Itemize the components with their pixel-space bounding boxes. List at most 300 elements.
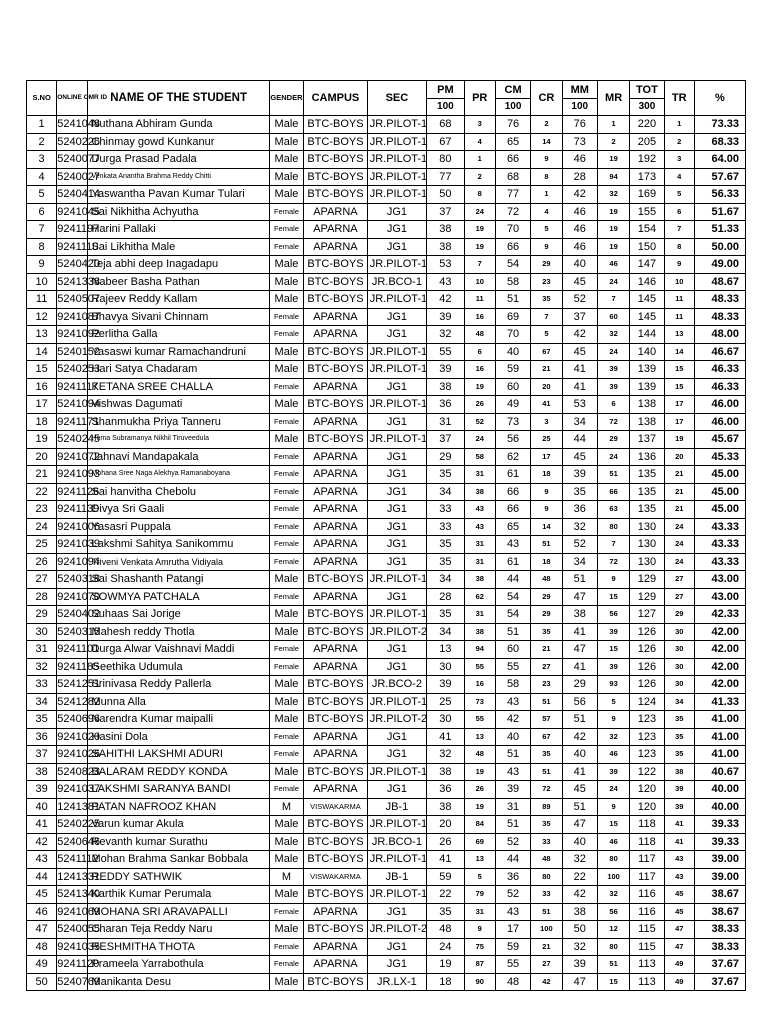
cell-pr: 1 — [464, 151, 495, 169]
header-mr: MR — [597, 81, 629, 116]
cell-percent: 46.00 — [694, 396, 745, 414]
cell-campus: APARNA — [304, 588, 368, 606]
cell-pm: 35 — [427, 606, 465, 624]
cell-tot: 126 — [630, 641, 664, 659]
cell-mr: 72 — [597, 553, 629, 571]
cell-cm: 31 — [495, 798, 530, 816]
cell-campus: APARNA — [304, 378, 368, 396]
cell-section: JG1 — [367, 903, 426, 921]
table-row — [27, 676, 746, 694]
cell-cm: 58 — [495, 273, 530, 291]
cell-pr: 87 — [464, 956, 495, 974]
cell-campus: APARNA — [304, 553, 368, 571]
cell-mr: 39 — [597, 658, 629, 676]
cell-student-name: Sai Nikhitha Achyutha — [88, 203, 269, 221]
cell-campus: APARNA — [304, 203, 368, 221]
cell-mr: 15 — [597, 641, 629, 659]
marks-table — [26, 80, 746, 991]
cell-student-name: MOHANA SRI ARAVAPALLI — [88, 903, 269, 921]
cell-section: JG1 — [367, 536, 426, 554]
cell-student-name: Lakshmi Sahitya Sanikommu — [88, 536, 269, 554]
cell-mr: 51 — [597, 956, 629, 974]
cell-pm: 26 — [427, 833, 465, 851]
cell-mr: 46 — [597, 256, 629, 274]
cell-mr: 32 — [597, 326, 629, 344]
cell-pr: 58 — [464, 448, 495, 466]
cell-section: JR.PILOT-1 — [367, 816, 426, 834]
cell-tot: 139 — [630, 378, 664, 396]
cell-cm: 54 — [495, 256, 530, 274]
cell-student-name: Jahnavi Mandapakala — [88, 448, 269, 466]
header-cm-max: 100 — [495, 99, 530, 116]
cell-omr-id: 9241087 — [57, 308, 88, 326]
cell-percent: 38.67 — [694, 903, 745, 921]
cell-student-name: Bhavya Sivani Chinnam — [88, 308, 269, 326]
cell-tot: 117 — [630, 851, 664, 869]
cell-percent: 42.00 — [694, 658, 745, 676]
cell-student-name: SOWMYA PATCHALA — [88, 588, 269, 606]
cell-sno: 23 — [27, 501, 57, 519]
cell-tr: 49 — [664, 956, 694, 974]
cell-student-name: Sai Shashanth Patangi — [88, 571, 269, 589]
cell-gender: Female — [269, 553, 303, 571]
cell-pm: 33 — [427, 501, 465, 519]
cell-campus: APARNA — [304, 501, 368, 519]
header-tot-max: 300 — [630, 99, 664, 116]
cell-campus: BTC-BOYS — [304, 606, 368, 624]
cell-section: JG1 — [367, 413, 426, 431]
cell-omr-id: 9241120 — [57, 956, 88, 974]
cell-section: JG1 — [367, 483, 426, 501]
cell-cr: 33 — [531, 886, 562, 904]
cell-mm: 32 — [562, 851, 597, 869]
cell-campus: BTC-BOYS — [304, 343, 368, 361]
cell-campus: BTC-BOYS — [304, 186, 368, 204]
cell-cr: 9 — [531, 483, 562, 501]
cell-sno: 42 — [27, 833, 57, 851]
cell-cm: 48 — [495, 973, 530, 991]
cell-omr-id: 9241045 — [57, 203, 88, 221]
cell-tot: 115 — [630, 921, 664, 939]
cell-cr: 35 — [531, 291, 562, 309]
cell-pm: 36 — [427, 396, 465, 414]
cell-mr: 19 — [597, 221, 629, 239]
cell-pr: 62 — [464, 588, 495, 606]
cell-cm: 61 — [495, 466, 530, 484]
cell-mm: 50 — [562, 921, 597, 939]
cell-cm: 59 — [495, 361, 530, 379]
cell-mr: 93 — [597, 676, 629, 694]
cell-percent: 64.00 — [694, 151, 745, 169]
cell-tot: 113 — [630, 973, 664, 991]
cell-cr: 5 — [531, 326, 562, 344]
cell-tr: 47 — [664, 938, 694, 956]
cell-gender: Female — [269, 203, 303, 221]
cell-cm: 54 — [495, 588, 530, 606]
cell-pm: 39 — [427, 308, 465, 326]
cell-sno: 35 — [27, 711, 57, 729]
cell-gender: Female — [269, 448, 303, 466]
cell-pm: 20 — [427, 816, 465, 834]
cell-tr: 30 — [664, 676, 694, 694]
cell-sno: 40 — [27, 798, 57, 816]
cell-sno: 45 — [27, 886, 57, 904]
cell-tot: 155 — [630, 203, 664, 221]
cell-pr: 19 — [464, 763, 495, 781]
cell-mm: 34 — [562, 553, 597, 571]
cell-cr: 51 — [531, 693, 562, 711]
cell-omr-id: 9241069 — [57, 903, 88, 921]
cell-gender: Male — [269, 816, 303, 834]
cell-pm: 37 — [427, 431, 465, 449]
cell-campus: BTC-BOYS — [304, 921, 368, 939]
cell-student-name: Munna Alla — [88, 693, 269, 711]
cell-sno: 22 — [27, 483, 57, 501]
cell-campus: BTC-BOYS — [304, 431, 368, 449]
cell-omr-id: 5240225 — [57, 816, 88, 834]
cell-sno: 29 — [27, 606, 57, 624]
cell-tot: 135 — [630, 501, 664, 519]
table-row — [27, 343, 746, 361]
cell-gender: Male — [269, 273, 303, 291]
cell-sno: 41 — [27, 816, 57, 834]
cell-sno: 1 — [27, 116, 57, 134]
cell-student-name: Geethika Udumula — [88, 658, 269, 676]
cell-tot: 130 — [630, 553, 664, 571]
cell-tot: 137 — [630, 431, 664, 449]
cell-tot: 118 — [630, 833, 664, 851]
cell-gender: Female — [269, 658, 303, 676]
cell-omr-id: 9241072 — [57, 448, 88, 466]
cell-sno: 18 — [27, 413, 57, 431]
table-row — [27, 116, 746, 134]
cell-pr: 31 — [464, 466, 495, 484]
cell-student-name: Harini Pallaki — [88, 221, 269, 239]
cell-cr: 51 — [531, 763, 562, 781]
cell-sno: 28 — [27, 588, 57, 606]
cell-cm: 52 — [495, 833, 530, 851]
cell-cm: 36 — [495, 868, 530, 886]
cell-cr: 9 — [531, 151, 562, 169]
cell-percent: 46.00 — [694, 413, 745, 431]
cell-tr: 21 — [664, 501, 694, 519]
cell-cr: 42 — [531, 973, 562, 991]
cell-mr: 6 — [597, 396, 629, 414]
cell-section: JR.PILOT-1 — [367, 606, 426, 624]
cell-campus: BTC-BOYS — [304, 693, 368, 711]
cell-omr-id: 5241048 — [57, 116, 88, 134]
cell-campus: APARNA — [304, 466, 368, 484]
cell-cr: 23 — [531, 273, 562, 291]
cell-pr: 8 — [464, 186, 495, 204]
cell-cr: 29 — [531, 256, 562, 274]
cell-mm: 51 — [562, 711, 597, 729]
cell-student-name: BALARAM REDDY KONDA — [88, 763, 269, 781]
cell-mr: 7 — [597, 291, 629, 309]
cell-section: JR.PILOT-1 — [367, 256, 426, 274]
cell-section: JR.PILOT-2 — [367, 921, 426, 939]
cell-mm: 38 — [562, 606, 597, 624]
cell-sno: 50 — [27, 973, 57, 991]
cell-section: JR.BCO-1 — [367, 833, 426, 851]
cell-tr: 19 — [664, 431, 694, 449]
table-row — [27, 396, 746, 414]
cell-student-name: Karthik Kumar Perumala — [88, 886, 269, 904]
table-row — [27, 763, 746, 781]
cell-percent: 39.00 — [694, 868, 745, 886]
cell-section: JR.PILOT-1 — [367, 186, 426, 204]
cell-student-name: Durga Alwar Vaishnavi Maddi — [88, 641, 269, 659]
cell-tr: 11 — [664, 291, 694, 309]
cell-gender: Male — [269, 396, 303, 414]
cell-percent: 48.00 — [694, 326, 745, 344]
cell-omr-id: 5241094 — [57, 396, 88, 414]
table-row — [27, 571, 746, 589]
table-row — [27, 256, 746, 274]
cell-mr: 66 — [597, 483, 629, 501]
cell-tot: 122 — [630, 763, 664, 781]
cell-tr: 1 — [664, 116, 694, 134]
cell-cr: 21 — [531, 938, 562, 956]
cell-section: JR.PILOT-1 — [367, 431, 426, 449]
cell-pr: 16 — [464, 361, 495, 379]
cell-student-name: REDDY SATHWIK — [88, 868, 269, 886]
header-gender: GENDER — [269, 81, 303, 116]
cell-tr: 30 — [664, 658, 694, 676]
cell-mr: 32 — [597, 728, 629, 746]
cell-percent: 38.33 — [694, 921, 745, 939]
cell-tr: 11 — [664, 308, 694, 326]
cell-sno: 6 — [27, 203, 57, 221]
cell-mr: 46 — [597, 746, 629, 764]
cell-percent: 45.00 — [694, 466, 745, 484]
cell-pr: 48 — [464, 326, 495, 344]
cell-student-name: Rajeev Reddy Kallam — [88, 291, 269, 309]
cell-section: JR.PILOT-1 — [367, 886, 426, 904]
cell-student-name: Divya Sri Gaali — [88, 501, 269, 519]
cell-tr: 45 — [664, 903, 694, 921]
cell-percent: 45.67 — [694, 431, 745, 449]
cell-omr-id: 5240507 — [57, 291, 88, 309]
cell-cr: 33 — [531, 833, 562, 851]
table-row — [27, 483, 746, 501]
cell-percent: 73.33 — [694, 116, 745, 134]
table-row — [27, 606, 746, 624]
cell-mm: 47 — [562, 588, 597, 606]
cell-cr: 80 — [531, 868, 562, 886]
cell-gender: Female — [269, 413, 303, 431]
cell-mm: 42 — [562, 886, 597, 904]
cell-pr: 31 — [464, 903, 495, 921]
cell-student-name: Yasasri Puppala — [88, 518, 269, 536]
cell-pr: 4 — [464, 133, 495, 151]
cell-section: JG1 — [367, 938, 426, 956]
cell-tr: 9 — [664, 256, 694, 274]
table-row — [27, 553, 746, 571]
cell-gender: Female — [269, 378, 303, 396]
cell-percent: 45.00 — [694, 501, 745, 519]
cell-mm: 32 — [562, 518, 597, 536]
cell-omr-id: 9241126 — [57, 483, 88, 501]
cell-cm: 40 — [495, 728, 530, 746]
cell-student-name: Hasini Dola — [88, 728, 269, 746]
cell-section: JR.PILOT-1 — [367, 291, 426, 309]
cell-percent: 43.33 — [694, 536, 745, 554]
cell-mr: 32 — [597, 886, 629, 904]
cell-sno: 9 — [27, 256, 57, 274]
cell-section: JB-1 — [367, 868, 426, 886]
cell-campus: BTC-BOYS — [304, 396, 368, 414]
cell-student-name: RESHMITHA THOTA — [88, 938, 269, 956]
cell-omr-id: 9241070 — [57, 588, 88, 606]
cell-cm: 44 — [495, 571, 530, 589]
cell-sno: 44 — [27, 868, 57, 886]
cell-gender: Male — [269, 973, 303, 991]
cell-sno: 11 — [27, 291, 57, 309]
cell-mr: 60 — [597, 308, 629, 326]
cell-mm: 34 — [562, 413, 597, 431]
cell-sno: 38 — [27, 763, 57, 781]
cell-tot: 130 — [630, 536, 664, 554]
cell-pr: 26 — [464, 781, 495, 799]
header-cr: CR — [531, 81, 562, 116]
table-row — [27, 186, 746, 204]
cell-percent: 39.33 — [694, 816, 745, 834]
table-row — [27, 711, 746, 729]
cell-percent: 41.00 — [694, 728, 745, 746]
cell-sno: 43 — [27, 851, 57, 869]
cell-campus: BTC-BOYS — [304, 116, 368, 134]
cell-percent: 42.00 — [694, 676, 745, 694]
cell-tot: 126 — [630, 623, 664, 641]
cell-tr: 10 — [664, 273, 694, 291]
cell-sno: 33 — [27, 676, 57, 694]
cell-tr: 5 — [664, 186, 694, 204]
cell-tot: 129 — [630, 588, 664, 606]
cell-campus: BTC-BOYS — [304, 256, 368, 274]
cell-cr: 23 — [531, 676, 562, 694]
cell-omr-id: 5241340 — [57, 886, 88, 904]
cell-cr: 9 — [531, 238, 562, 256]
cell-omr-id: 1241331 — [57, 868, 88, 886]
cell-sno: 46 — [27, 903, 57, 921]
cell-tr: 7 — [664, 221, 694, 239]
cell-pr: 43 — [464, 518, 495, 536]
cell-tr: 30 — [664, 623, 694, 641]
cell-student-name: Hari Satya Chadaram — [88, 361, 269, 379]
cell-pm: 35 — [427, 553, 465, 571]
table-row — [27, 798, 746, 816]
cell-student-name: Sai Likhitha Male — [88, 238, 269, 256]
cell-cm: 42 — [495, 711, 530, 729]
cell-gender: Male — [269, 343, 303, 361]
table-row — [27, 536, 746, 554]
cell-pm: 68 — [427, 116, 465, 134]
cell-mm: 51 — [562, 571, 597, 589]
cell-section: JG1 — [367, 658, 426, 676]
cell-percent: 39.00 — [694, 851, 745, 869]
cell-gender: Female — [269, 746, 303, 764]
cell-cm: 51 — [495, 746, 530, 764]
cell-pm: 35 — [427, 466, 465, 484]
cell-mr: 80 — [597, 938, 629, 956]
cell-campus: BTC-BOYS — [304, 973, 368, 991]
header-campus: CAMPUS — [304, 81, 368, 116]
cell-gender: Female — [269, 501, 303, 519]
cell-cm: 70 — [495, 221, 530, 239]
table-row — [27, 728, 746, 746]
cell-tr: 29 — [664, 606, 694, 624]
cell-cr: 4 — [531, 203, 562, 221]
cell-omr-id: 9241171 — [57, 413, 88, 431]
cell-mr: 63 — [597, 501, 629, 519]
cell-omr-id: 9241020 — [57, 728, 88, 746]
cell-cm: 61 — [495, 553, 530, 571]
cell-campus: BTC-BOYS — [304, 676, 368, 694]
cell-student-name: Yaswantha Pavan Kumar Tulari — [88, 186, 269, 204]
cell-tr: 15 — [664, 361, 694, 379]
cell-pm: 30 — [427, 658, 465, 676]
cell-mm: 36 — [562, 501, 597, 519]
cell-cm: 55 — [495, 658, 530, 676]
cell-cr: 5 — [531, 221, 562, 239]
cell-pm: 77 — [427, 168, 465, 186]
header-section: SEC — [367, 81, 426, 116]
header-pr: PR — [464, 81, 495, 116]
cell-student-name: Charan Teja Reddy Naru — [88, 921, 269, 939]
cell-gender: Male — [269, 886, 303, 904]
cell-cr: 18 — [531, 466, 562, 484]
table-row — [27, 816, 746, 834]
cell-section: JR.BCO-2 — [367, 676, 426, 694]
cell-student-name: Suhaas Sai Jorige — [88, 606, 269, 624]
cell-tr: 21 — [664, 466, 694, 484]
cell-cm: 66 — [495, 151, 530, 169]
cell-percent: 41.33 — [694, 693, 745, 711]
cell-omr-id: 5240027 — [57, 168, 88, 186]
cell-campus: BTC-BOYS — [304, 273, 368, 291]
cell-mm: 42 — [562, 186, 597, 204]
cell-cm: 51 — [495, 623, 530, 641]
cell-pm: 37 — [427, 203, 465, 221]
cell-mr: 39 — [597, 623, 629, 641]
cell-mm: 39 — [562, 956, 597, 974]
cell-campus: APARNA — [304, 413, 368, 431]
cell-pr: 19 — [464, 798, 495, 816]
cell-pr: 2 — [464, 168, 495, 186]
cell-mr: 56 — [597, 606, 629, 624]
cell-percent: 43.00 — [694, 571, 745, 589]
cell-gender: Male — [269, 571, 303, 589]
cell-pm: 39 — [427, 676, 465, 694]
cell-pr: 11 — [464, 291, 495, 309]
cell-tr: 43 — [664, 851, 694, 869]
cell-omr-id: 5240253 — [57, 361, 88, 379]
cell-pm: 31 — [427, 413, 465, 431]
table-row — [27, 291, 746, 309]
cell-student-name: Mohan Brahma Sankar Bobbala — [88, 851, 269, 869]
cell-tot: 144 — [630, 326, 664, 344]
cell-section: JR.PILOT-2 — [367, 711, 426, 729]
cell-gender: Male — [269, 851, 303, 869]
cell-pm: 38 — [427, 221, 465, 239]
cell-pr: 31 — [464, 536, 495, 554]
cell-mm: 46 — [562, 151, 597, 169]
cell-cr: 27 — [531, 956, 562, 974]
cell-cm: 55 — [495, 956, 530, 974]
cell-campus: VISWAKARMA — [304, 868, 368, 886]
cell-mm: 45 — [562, 343, 597, 361]
